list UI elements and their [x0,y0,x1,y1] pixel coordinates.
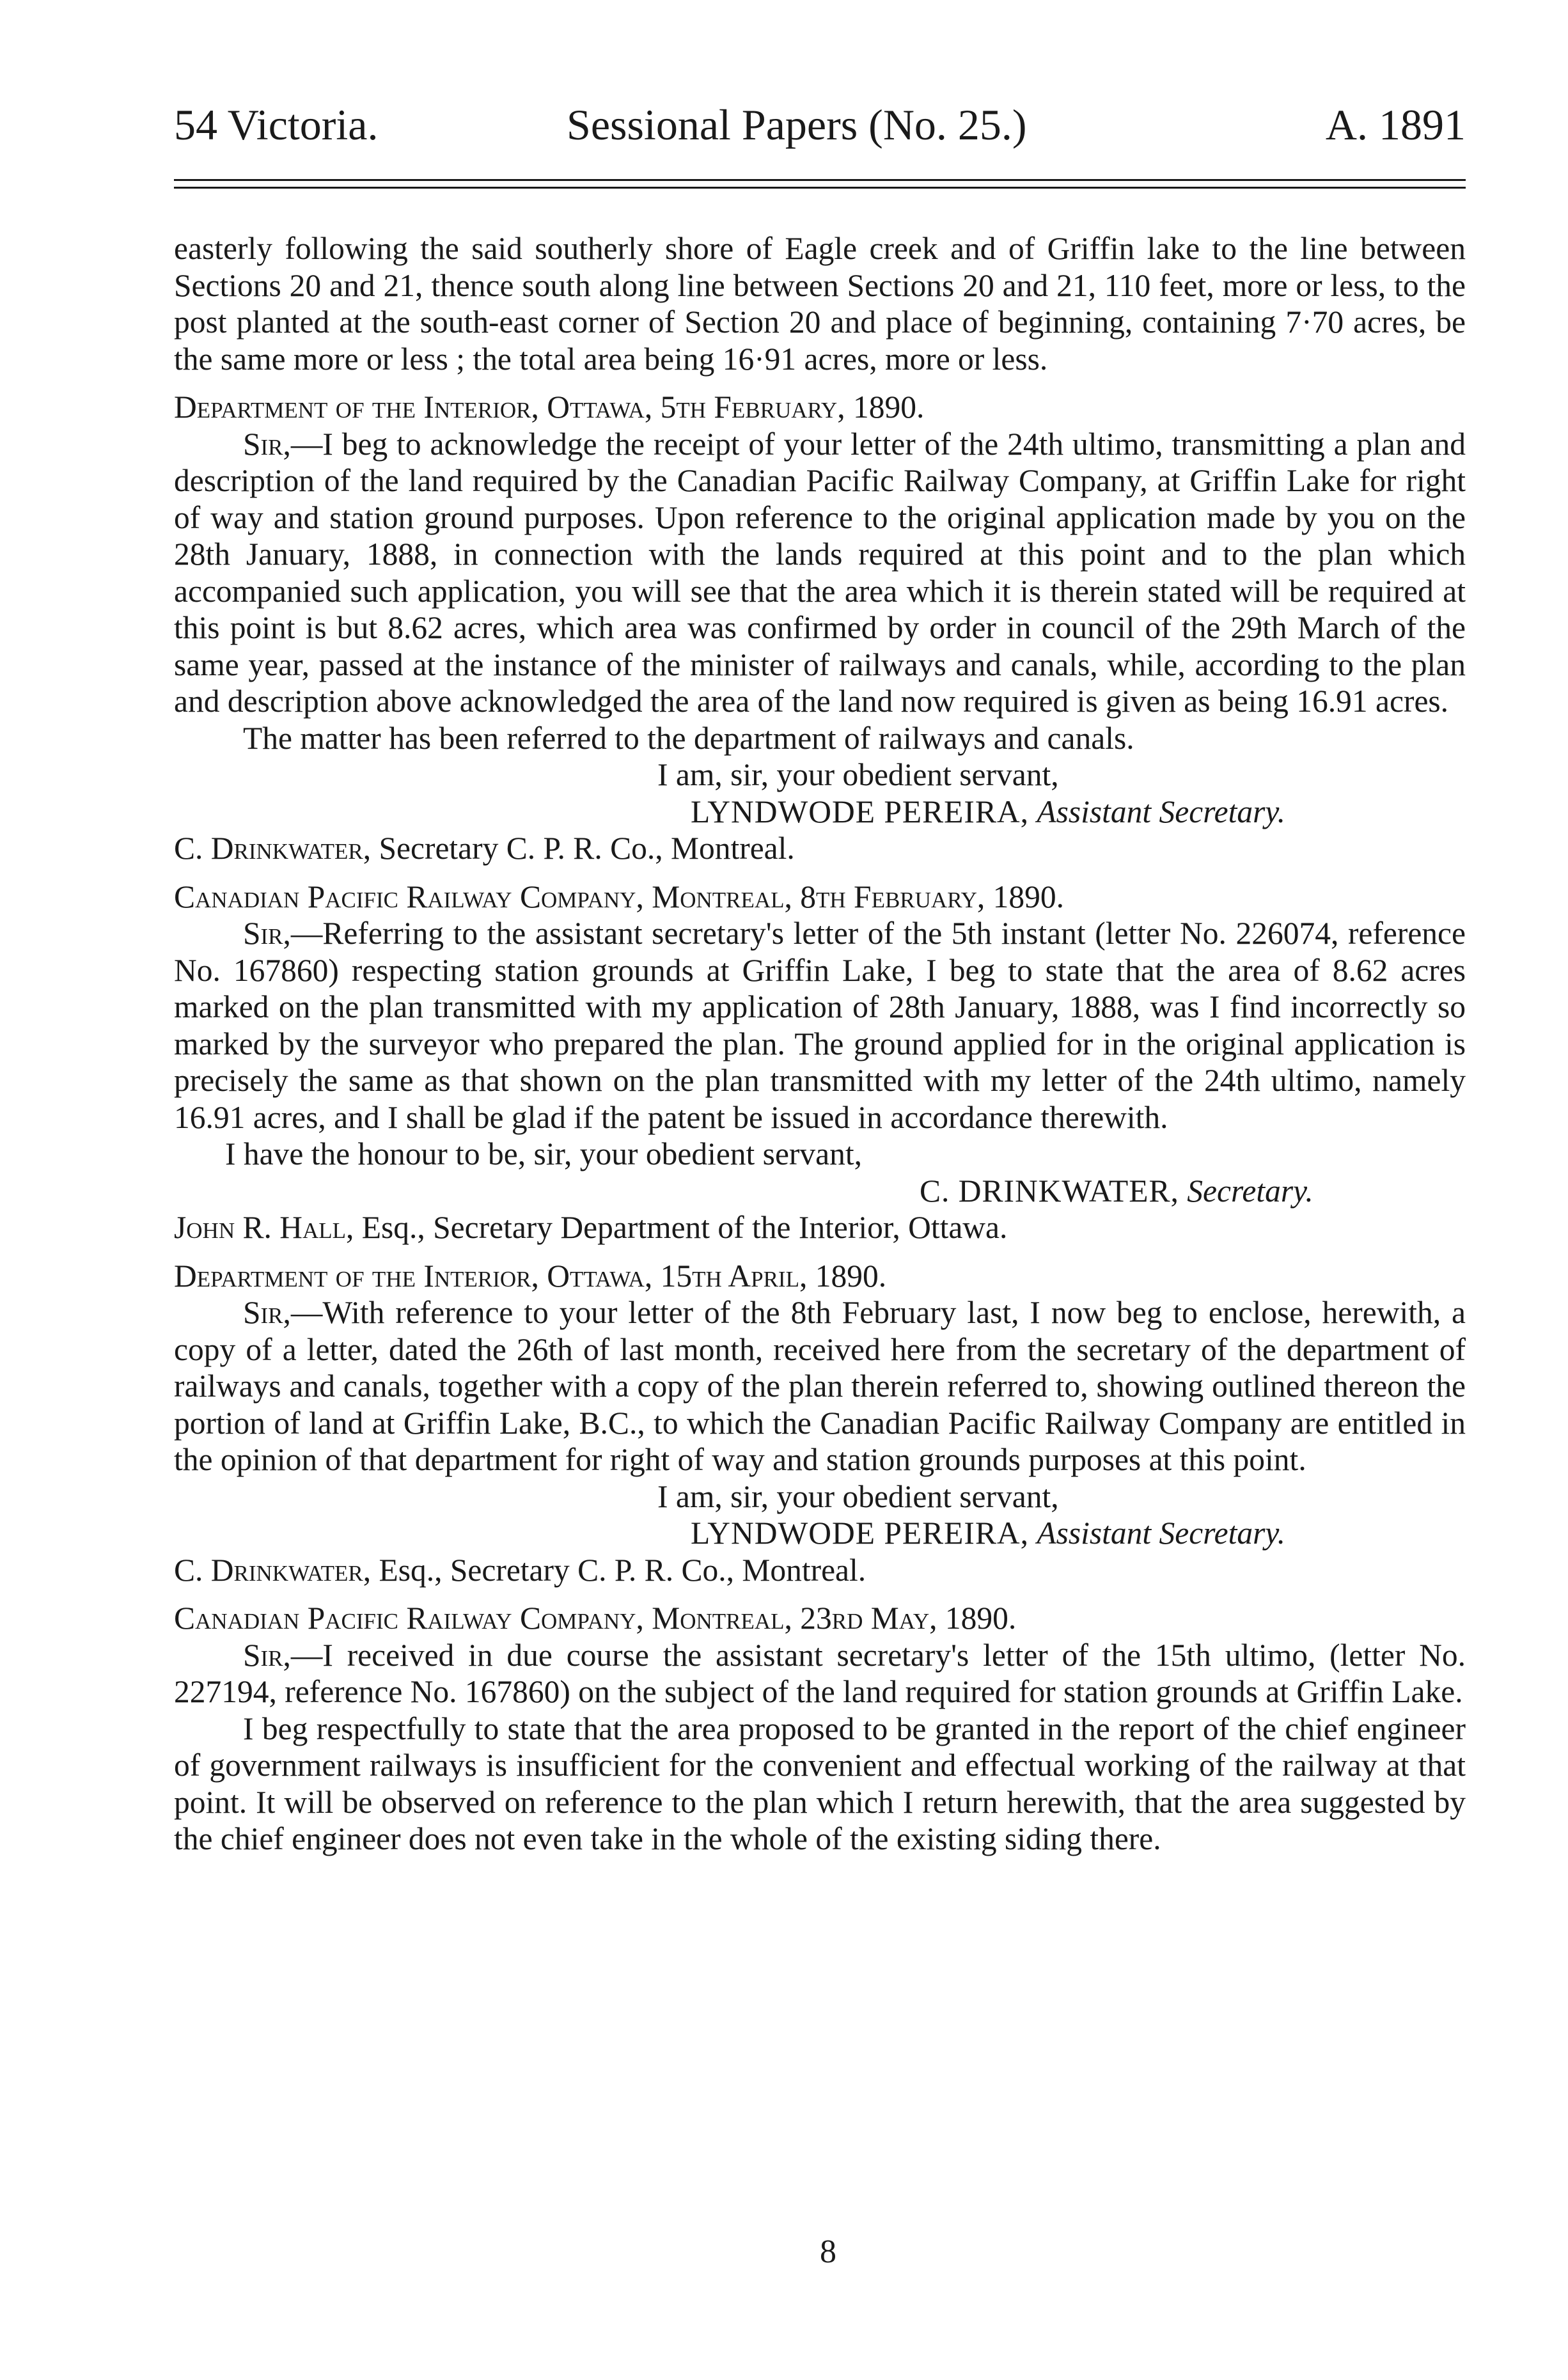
letter-3-addressee-name: C. Drinkwater, [174,1552,372,1588]
letter-1-closing: I am, sir, your obedient servant, [657,757,1059,792]
letter-3-signature-title: Assistant Secretary. [1037,1515,1286,1551]
letter-3-signature-name: LYNDWODE PEREIRA, [691,1515,1029,1551]
letter-3-closing: I am, sir, your obedient servant, [657,1478,1059,1514]
letter-2-signature-name: C. DRINKWATER, [920,1173,1179,1209]
letter-1-signature-name: LYNDWODE PEREIRA, [691,794,1029,829]
letter-1-signature-title: Assistant Secretary. [1037,794,1286,829]
letter-3-dateline: Department of the Interior, Ottawa, 15th April, 1890. [174,1258,887,1294]
letter-2-closing: I have the honour to be, sir, your obedient servant, [225,1136,862,1171]
letter-1-addressee-name: C. Drinkwater, [174,831,372,866]
letter-1-paragraph-2: The matter has been referred to the department of railways and canals. [243,720,1134,756]
letter-1-addressee [174,830,1466,867]
letter-2-addressee [174,1209,1466,1246]
letter-2-paragraph-1 [174,915,1466,1136]
running-header [174,96,1466,153]
header-year: A. 1891 [1325,100,1466,149]
letter-3-paragraph-1 [174,1294,1466,1478]
letter-3-salutation: Sir, [243,1295,291,1330]
letter-4-paragraph-1 [174,1637,1466,1711]
letter-3-signature [174,1515,1466,1552]
letter-2-dateline: Canadian Pacific Railway Company, Montreal, 8th February, 1890. [174,879,1065,914]
letter-2-addressee-name: John R. Hall, [174,1210,354,1245]
letter-2-body-1: —Referring to the assistant secretary's letter of the 5th instant (letter No. 226074, reference No. 167860) respecting station grounds at Griffin Lake, I beg to state that the area of 8.62 acres marked on the plan transmitted with my application of 28th January, 1888, was I find incorrectly so marked by the surveyor who prepared the plan. The ground applied for in the original application is precisely the same as that shown on the plan transmitted with my letter of the 24th ultimo, namely 16.91 acres, and I shall be glad if the patent be issued in accordance therewith. [174,916,1466,1135]
letter-1-body-1: —I beg to acknowledge the receipt of your letter of the 24th ultimo, transmitting a plan and description of the land required by the Canadian Pacific Railway Company, at Griffin Lake for right of way and station ground purposes. Upon reference to the original application made by you on the 28th January, 1888, in connection with the lands required at this point and to the plan which accompanied such application, you will see that the area which it is therein stated will be required at this point is but 8.62 acres, which area was confirmed by order in council of the 29th March of the same year, passed at the instance of the minister of railways and canals, while, according to the plan and description above acknowledged the area of the land now required is given as being 16.91 acres. [174,426,1466,719]
letter-2-addressee-rest: Esq., Secretary Department of the Interior, Ottawa. [354,1210,1008,1245]
letter-3-body-1: —With reference to your letter of the 8th February last, I now beg to enclose, herewith, a copy of a letter, dated the 26th of last month, received here from the secretary of the department of railways and canals, together with a copy of the plan therein referred to, showing outlined thereon the portion of land at Griffin Lake, B.C., to which the Canadian Pacific Railway Company are entitled in the opinion of that department for right of way and station grounds purposes at this point. [174,1295,1466,1477]
letter-4-body-1: —I received in due course the assistant secretary's letter of the 15th ultimo, (letter No. 227194, reference No. 167860) on the subject of the land required for station grounds at Griffin Lake. [174,1637,1466,1709]
header-rule-top [174,179,1466,181]
letter-4-dateline: Canadian Pacific Railway Company, Montreal, 23rd May, 1890. [174,1601,1017,1636]
letter-3-addressee-rest: Esq., Secretary C. P. R. Co., Montreal. [371,1552,866,1588]
letter-1-dateline: Department of the Interior, Ottawa, 5th February, 1890. [174,389,925,425]
letter-4-salutation: Sir, [243,1637,291,1673]
letter-1-salutation: Sir, [243,426,291,462]
header-title: Sessional Papers (No. 25.) [567,100,1027,149]
letter-1-signature [174,794,1466,831]
letter-4-paragraph-2: I beg respectfully to state that the area proposed to be granted in the report of the chief engineer of government railways is insufficient for the convenient and effectual working of the railway at that point. It will be observed on reference to the plan which I return herewith, that the area suggested by the chief engineer does not even take in the whole of the existing siding there. [174,1711,1466,1856]
letter-2-salutation: Sir, [243,916,291,951]
letter-2-signature-title: Secretary. [1187,1173,1313,1209]
header-rule-bottom [174,187,1466,189]
continuation-paragraph: easterly following the said southerly shore of Eagle creek and of Griffin lake to the line between Sections 20 and 21, thence south along line between Sections 20 and 21, 110 feet, more or less, to the post planted at the south-east corner of Section 20 and place of beginning, containing 7·70 acres, be the same more or less ; the total area being 16·91 acres, more or less. [174,231,1466,377]
letter-1-addressee-rest: Secretary C. P. R. Co., Montreal. [371,831,795,866]
letter-3-addressee [174,1552,1466,1589]
letter-1-paragraph-1 [174,426,1466,720]
letter-2-signature [174,1173,1466,1210]
document-body [174,230,1466,1858]
header-session: 54 Victoria. [174,100,379,149]
page-number: 8 [820,2234,836,2270]
